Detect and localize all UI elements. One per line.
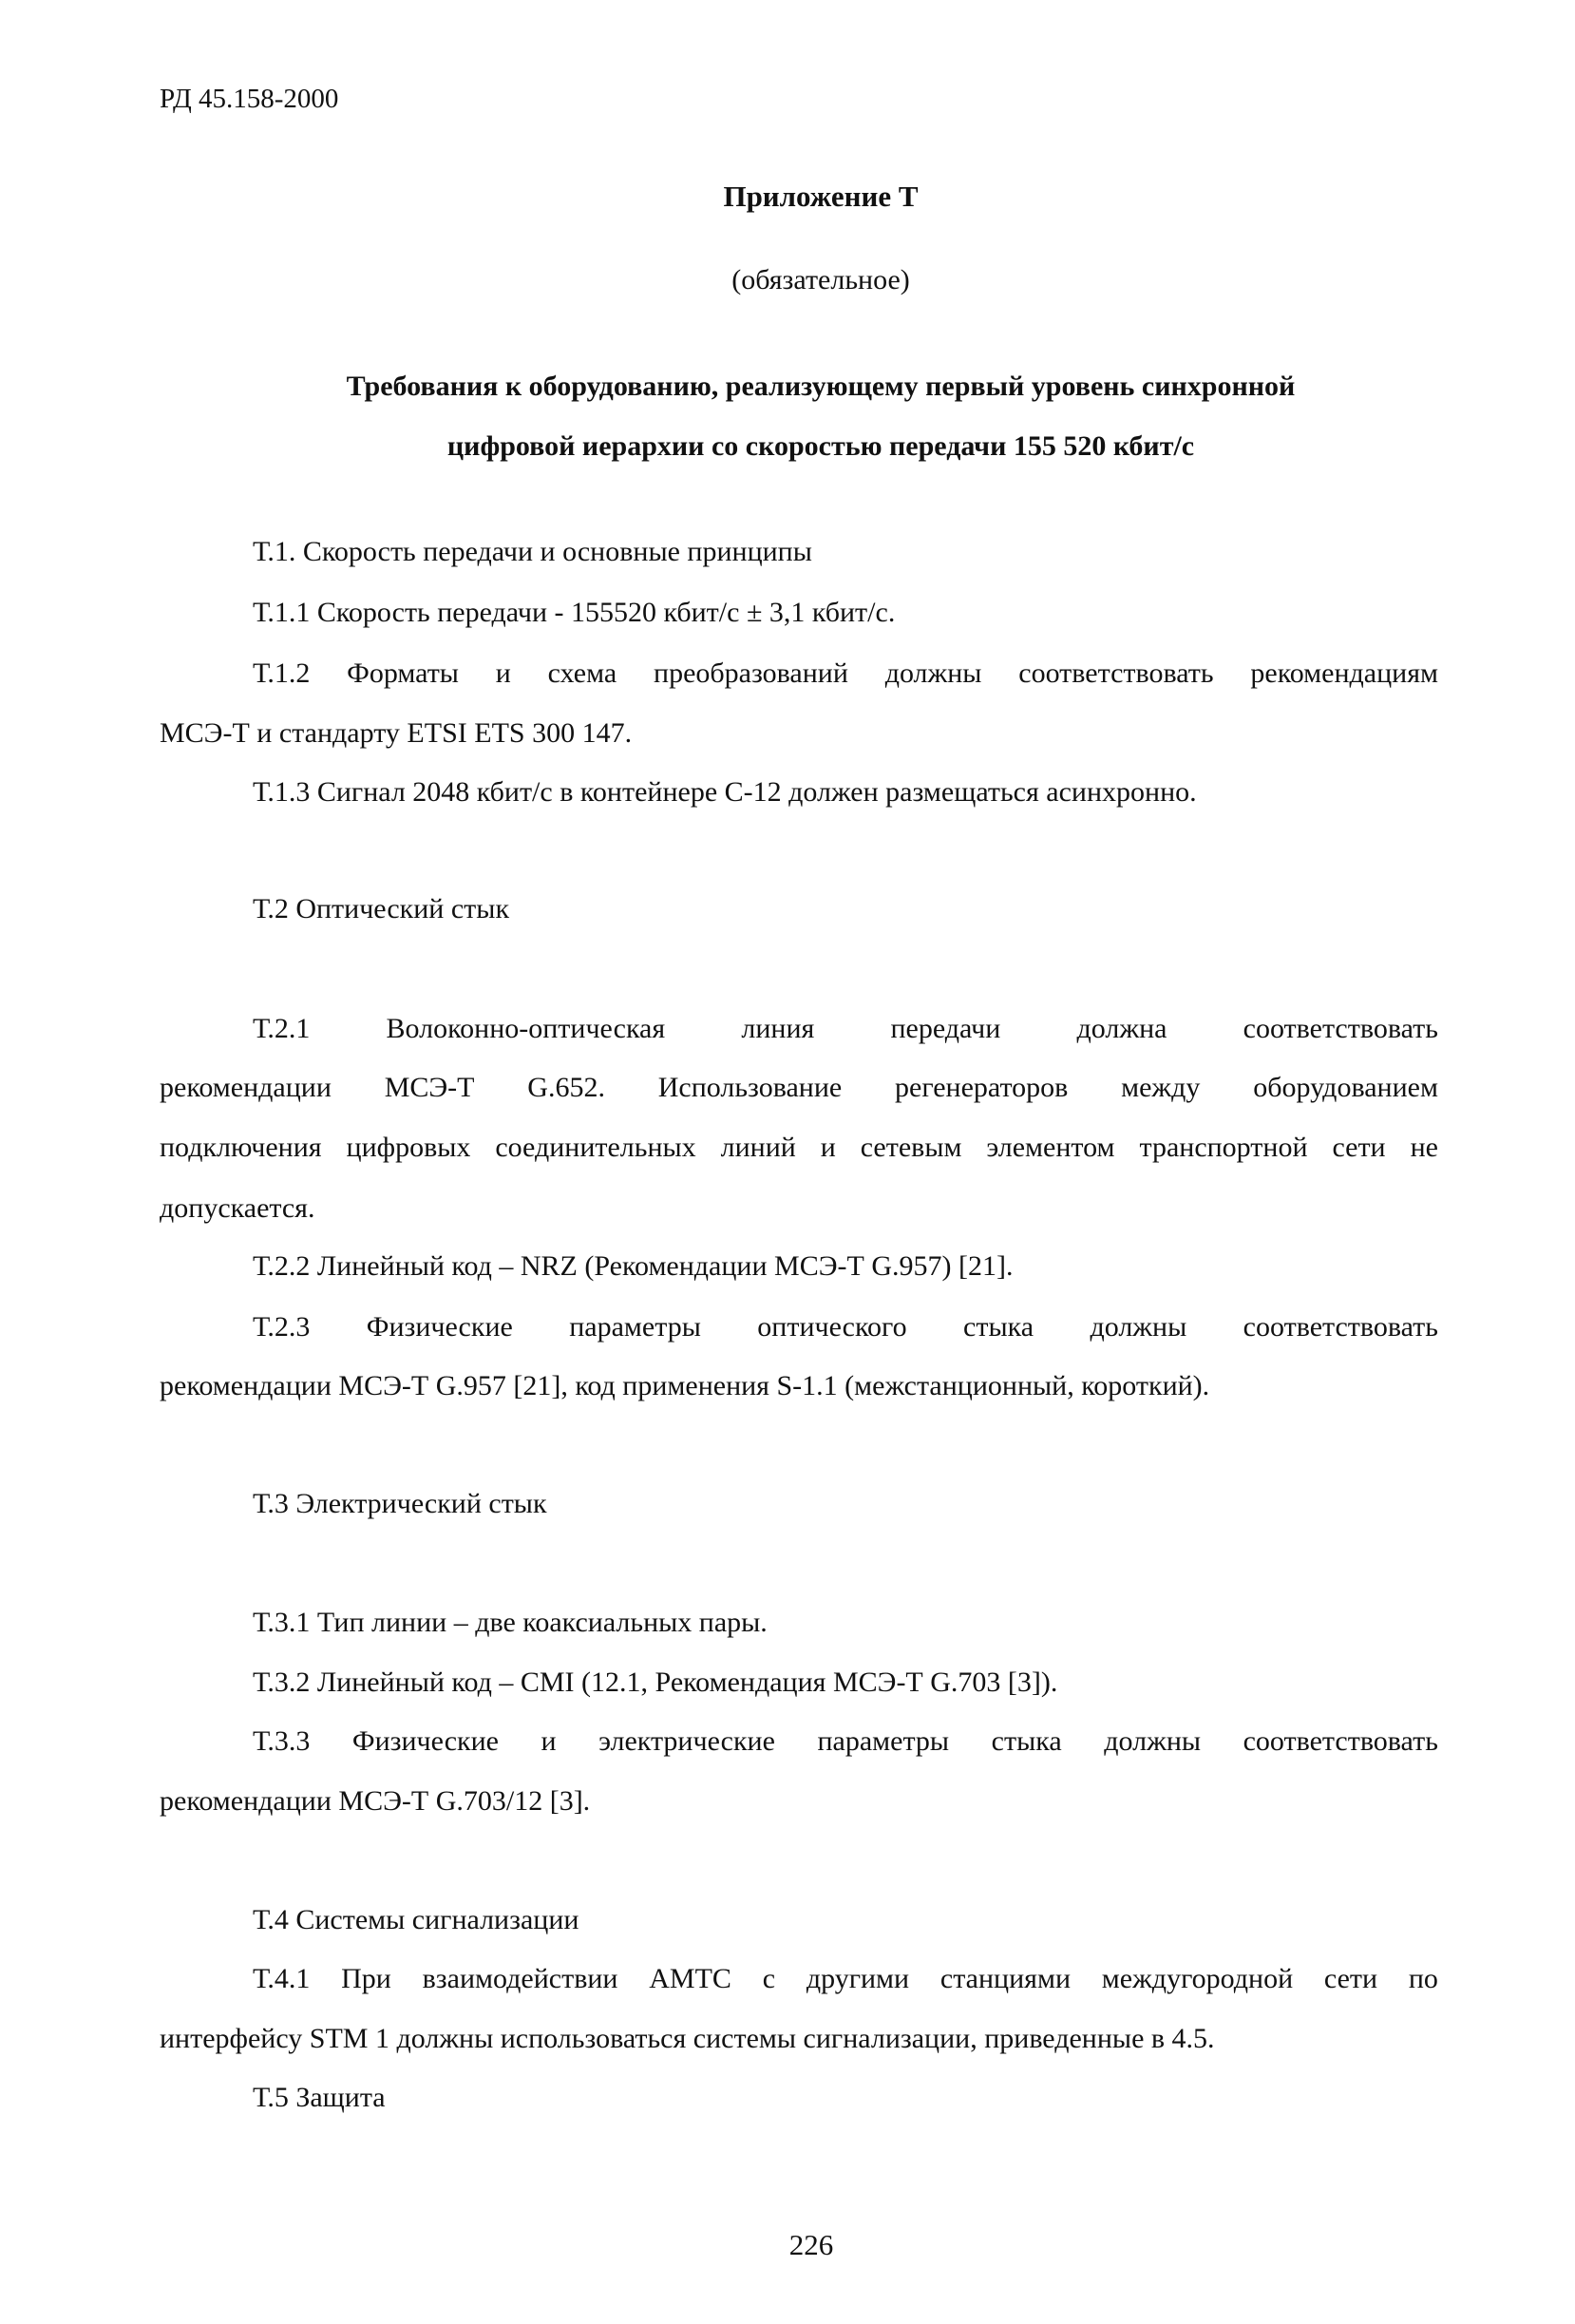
word: другими	[806, 1963, 910, 1994]
word: станциями	[939, 1963, 1071, 1994]
word: транспортной	[1139, 1132, 1308, 1163]
word: оптического	[757, 1311, 907, 1343]
word: Физические	[351, 1725, 499, 1757]
word: Т.2.1	[253, 1013, 311, 1044]
paragraph-t1-3: Т.1.3 Сигнал 2048 кбит/с в контейнере С-12 должен размещаться асинхронно.	[253, 776, 1197, 808]
appendix-heading-line2: цифровой иерархии со скоростью передачи 155 520 кбит/с	[446, 430, 1195, 462]
word: взаимодействии	[422, 1963, 618, 1994]
section-t4-title: Т.4 Системы сигнализации	[253, 1904, 579, 1935]
paragraph-t3-3-line2: рекомендации МСЭ-Т G.703/12 [3].	[160, 1785, 591, 1817]
word: сети	[1332, 1132, 1386, 1163]
paragraph-t3-2: Т.3.2 Линейный код – CMI (12.1, Рекомендация МСЭ-Т G.703 [3]).	[253, 1667, 1058, 1698]
page-number: 226	[788, 2228, 834, 2261]
paragraph-t3-3-line1	[160, 1727, 1438, 1756]
word: соответствовать	[1243, 1013, 1438, 1044]
word: передачи	[890, 1013, 1001, 1044]
paragraph-t1-1: Т.1.1 Скорость передачи - 155520 кбит/с ± 3,1 кбит/с.	[253, 597, 896, 628]
paragraph-t2-3-line1	[160, 1313, 1438, 1342]
word: с	[762, 1963, 776, 1994]
word: рекомендациям	[1250, 657, 1438, 689]
word: должны	[1104, 1725, 1202, 1757]
word: стыка	[991, 1725, 1062, 1757]
word: соединительных	[495, 1132, 696, 1163]
word: Т.1.2	[253, 657, 311, 689]
word: рекомендации	[160, 1072, 332, 1103]
paragraph-t3-1: Т.3.1 Тип линии – две коаксиальных пары.	[253, 1607, 768, 1638]
section-t2-title: Т.2 Оптический стык	[253, 893, 510, 924]
appendix-status: (обязательное)	[731, 264, 910, 295]
paragraph-t2-1-line2	[160, 1074, 1438, 1102]
document-code: РД 45.158-2000	[160, 84, 339, 114]
word: При	[341, 1963, 391, 1994]
word: междугородной	[1101, 1963, 1294, 1994]
word: Форматы	[347, 657, 459, 689]
word: Физические	[366, 1311, 513, 1343]
word: сетевым	[860, 1132, 962, 1163]
word: между	[1121, 1072, 1201, 1103]
word: и	[541, 1725, 557, 1757]
word: Использование	[657, 1072, 843, 1103]
word: соответствовать	[1018, 657, 1214, 689]
word: схема	[547, 657, 617, 689]
section-t3-title: Т.3 Электрический стык	[253, 1488, 547, 1519]
word: Волоконно-оптическая	[386, 1013, 666, 1044]
word: соответствовать	[1243, 1725, 1438, 1757]
word: Т.3.3	[253, 1725, 311, 1757]
word: по	[1408, 1963, 1438, 1994]
paragraph-t4-1-line2: интерфейсу STM 1 должны использоваться системы сигнализации, приведенные в 4.5.	[160, 2023, 1215, 2054]
word: Т.2.3	[253, 1311, 311, 1343]
word: и	[495, 657, 511, 689]
paragraph-t4-1-line1	[160, 1965, 1438, 1993]
word: оборудованием	[1253, 1072, 1438, 1103]
word: соответствовать	[1243, 1311, 1438, 1343]
word: параметры	[817, 1725, 950, 1757]
word: должна	[1076, 1013, 1167, 1044]
paragraph-t1-2-line1	[160, 659, 1438, 688]
word: регенераторов	[895, 1072, 1069, 1103]
word: должны	[884, 657, 982, 689]
section-t1-title: Т.1. Скорость передачи и основные принципы	[253, 536, 812, 567]
word: МСЭ-Т	[384, 1072, 475, 1103]
paragraph-t1-2-line2: МСЭ-Т и стандарту ETSI ETS 300 147.	[160, 717, 633, 749]
word: стыка	[963, 1311, 1034, 1343]
word: цифровых	[346, 1132, 471, 1163]
word: и	[820, 1132, 836, 1163]
paragraph-t2-1-line3	[160, 1133, 1438, 1162]
word: G.652.	[527, 1072, 605, 1103]
word: электрические	[598, 1725, 775, 1757]
paragraph-t2-3-line2: рекомендации МСЭ-Т G.957 [21], код применения S-1.1 (межстанционный, короткий).	[160, 1370, 1210, 1401]
word: параметры	[569, 1311, 701, 1343]
section-t5-title: Т.5 Защита	[253, 2082, 386, 2113]
word: Т.4.1	[253, 1963, 311, 1994]
word: не	[1410, 1132, 1438, 1163]
appendix-heading-line1: Требования к оборудованию, реализующему первый уровень синхронной	[346, 371, 1296, 402]
word: сети	[1323, 1963, 1378, 1994]
paragraph-t2-1-line1	[160, 1015, 1438, 1043]
word: линий	[720, 1132, 796, 1163]
word: должны	[1090, 1311, 1187, 1343]
word: АМТС	[649, 1963, 731, 1994]
appendix-title: Приложение Т	[723, 180, 919, 213]
word: элементом	[986, 1132, 1115, 1163]
paragraph-t2-2: Т.2.2 Линейный код – NRZ (Рекомендации МСЭ-Т G.957) [21].	[253, 1250, 1014, 1282]
paragraph-t2-1-line4: допускается.	[160, 1192, 315, 1224]
word: линия	[741, 1013, 815, 1044]
word: преобразований	[654, 657, 848, 689]
word: подключения	[160, 1132, 322, 1163]
